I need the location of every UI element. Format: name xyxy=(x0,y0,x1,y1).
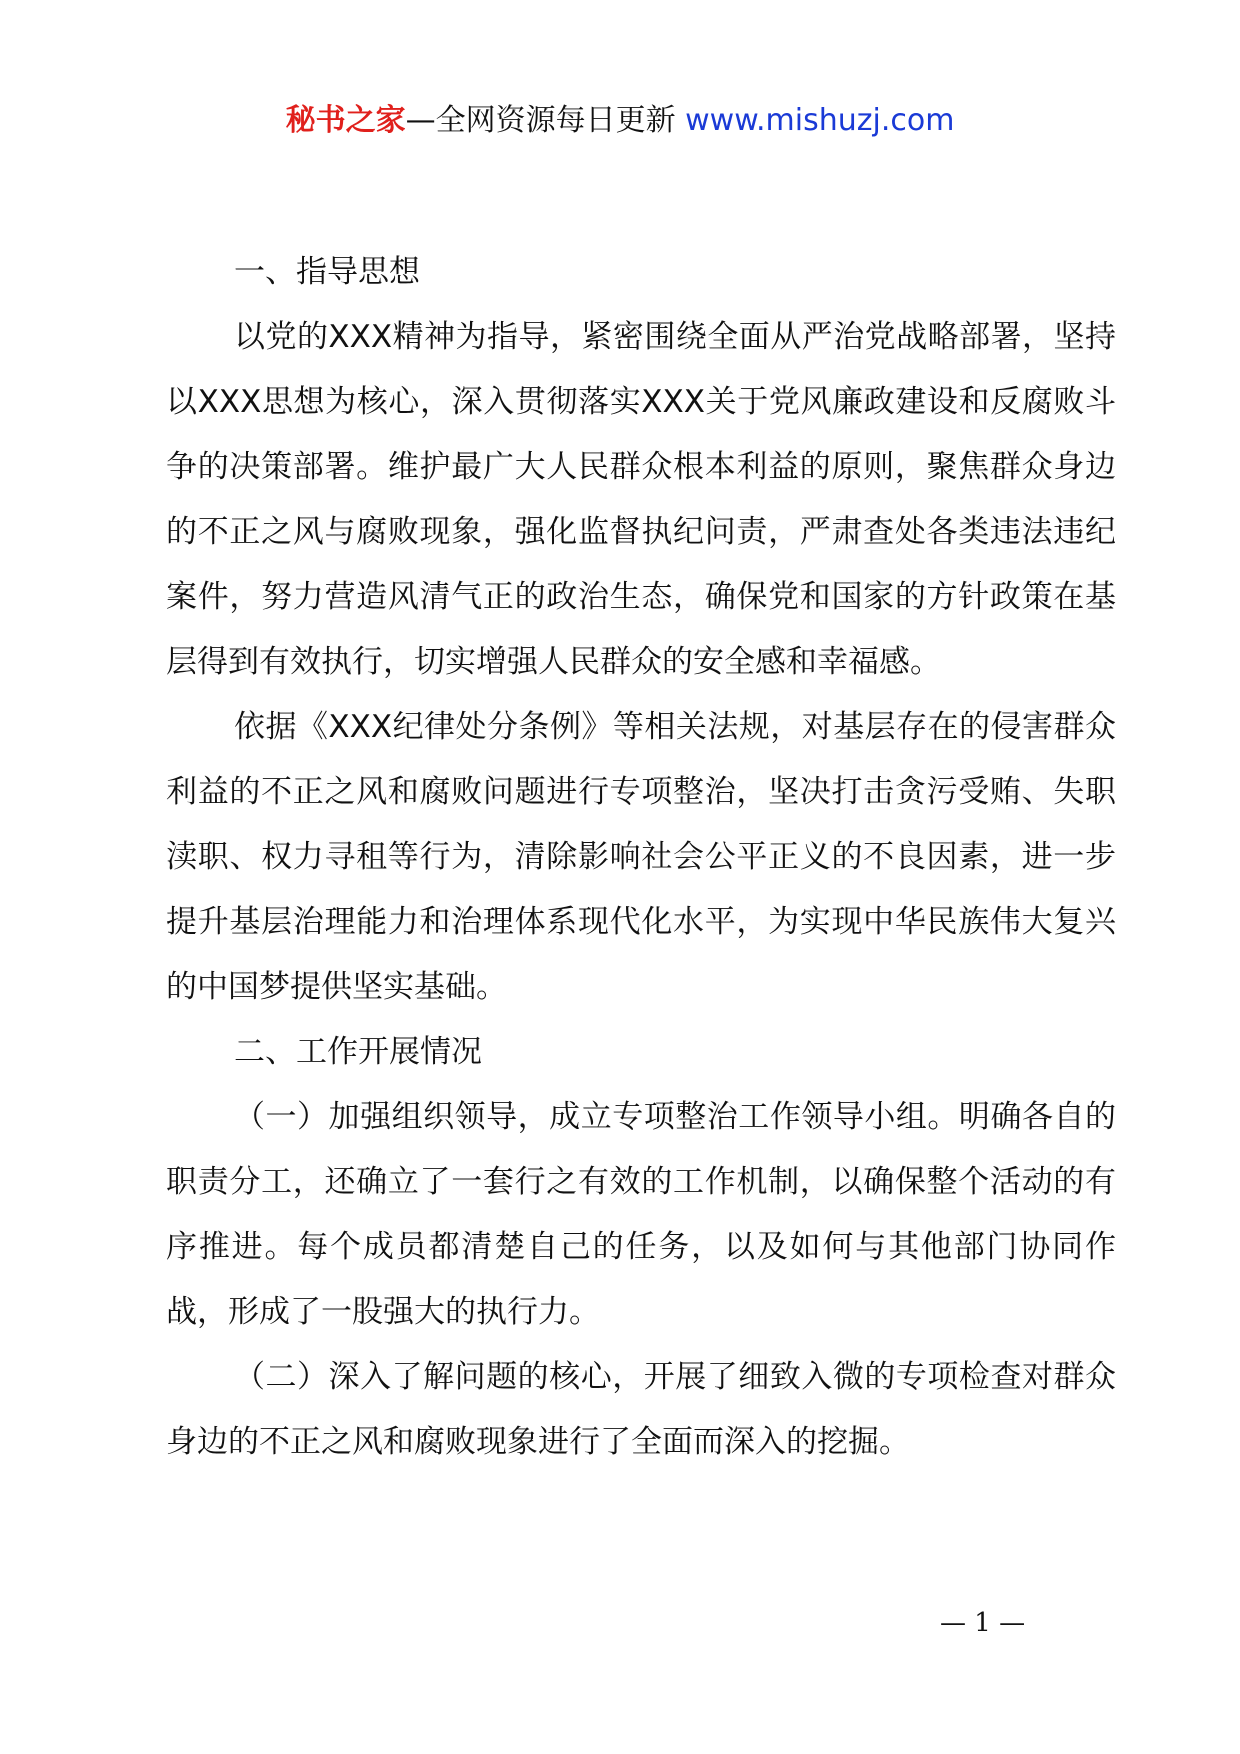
body-paragraph: 依据《XXX纪律处分条例》等相关法规，对基层存在的侵害群众利益的不正之风和腐败问题进行专项整治，坚决打击贪污受贿、失职渎职、权力寻租等行为，清除影响社会公平正义的不良因素，进一步提升基层治理能力和治理体系现代化水平，为实现中华民族伟大复兴的中国梦提供坚实基础。 xyxy=(166,709,1116,1005)
body-paragraph: （一）加强组织领导，成立专项整治工作领导小组。明确各自的职责分工，还确立了一套行之有效的工作机制，以确保整个活动的有序推进。每个成员都清楚自己的任务，以及如何与其他部门协同作战，形成了一股强大的执行力。 xyxy=(166,1099,1116,1330)
section-heading-work-progress: 二、工作开展情况 xyxy=(234,1034,482,1070)
document-body xyxy=(166,240,1116,1475)
header-tagline: —全网资源每日更新 xyxy=(405,103,686,138)
site-header xyxy=(0,95,1240,139)
page-number: — 1 — xyxy=(940,1608,1026,1638)
site-url-link[interactable]: www.mishuzj.com xyxy=(685,103,955,138)
section-heading-guiding-ideology: 一、指导思想 xyxy=(234,254,420,290)
brand-name: 秘书之家 xyxy=(285,103,406,138)
body-paragraph: 以党的XXX精神为指导，紧密围绕全面从严治党战略部署，坚持以XXX思想为核心，深入贯彻落实XXX关于党风廉政建设和反腐败斗争的决策部署。维护最广大人民群众根本利益的原则，聚焦群众身边的不正之风与腐败现象，强化监督执纪问责，严肃查处各类违法违纪案件，努力营造风清气正的政治生态，确保党和国家的方针政策在基层得到有效执行，切实增强人民群众的安全感和幸福感。 xyxy=(166,319,1116,680)
body-paragraph: （二）深入了解问题的核心，开展了细致入微的专项检查对群众身边的不正之风和腐败现象进行了全面而深入的挖掘。 xyxy=(166,1359,1116,1460)
